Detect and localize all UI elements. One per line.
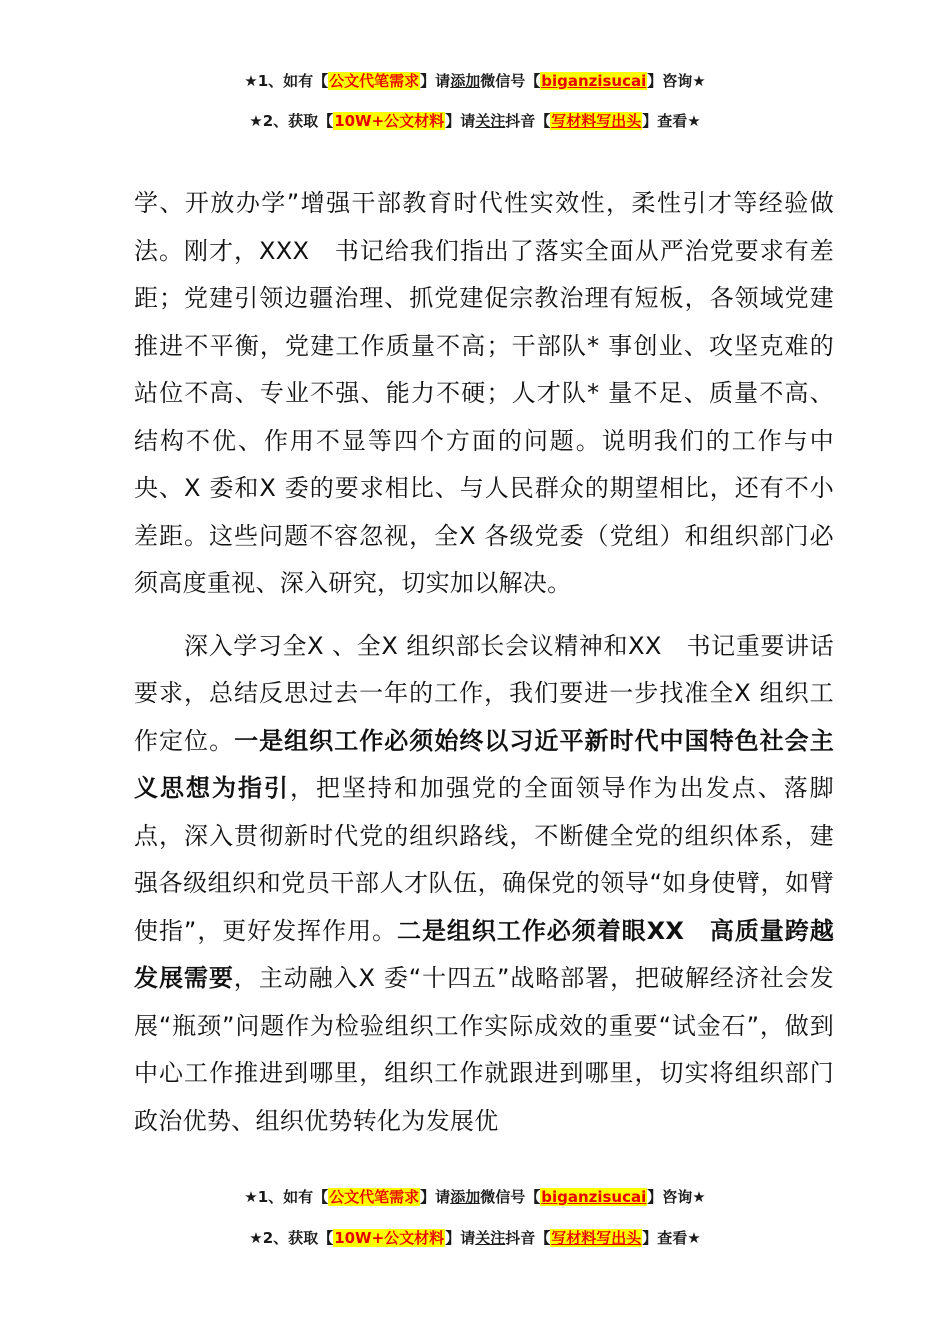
wechat-id: biganzisucai <box>541 1188 647 1206</box>
point-2-text: ，主动融入X 委“十四五”战略部署，把破解经济社会发展“瓶颈”问题作为检验组织工作实际成效的重要“试金石”，做到中心工作推进到哪里，组织工作就跟进到哪里，切实将组织部门政治优势、组织优势转化为发展优 <box>134 964 834 1135</box>
promo-line-1-top <box>0 71 950 91</box>
promo-text: 微信号【 <box>480 1188 541 1206</box>
promo-line-1-bottom <box>0 1187 950 1207</box>
promo-text: 】请 <box>445 1229 476 1247</box>
point-1-text: ，把坚持和加强党的全面领导作为出发点、落脚点，深入贯彻新时代党的组织路线，不断健全党的组织体系，建强各级组织和党员干部人才队伍，确保党的领导“如身使臂，如臂使指”，更好发挥作用。 <box>134 774 834 945</box>
promo-text: 】咨询★ <box>647 72 706 90</box>
promo-text: ★1、如有【 <box>244 1188 329 1206</box>
promo-text: ★2、获取【 <box>249 112 334 130</box>
promo-text: 抖音【 <box>505 112 551 130</box>
promo-text: 】咨询★ <box>647 1188 706 1206</box>
promo-text: 抖音【 <box>505 1229 551 1247</box>
paragraph-1: 学、开放办学”增强干部教育时代性实效性，柔性引才等经验做法。刚才，XXX 书记给我们指出了落实全面从严治党要求有差距；党建引领边疆治理、抓党建促宗教治理有短板，各领域党建推进不平衡，党建工作质量不高；干部队* 事创业、攻坚克难的站位不高、专业不强、能力不硬；人才队* 量不足、质量不高、结构不优、作用不显等四个方面的问题。说明我们的工作与中央、X 委和X 委的要求相比、与人民群众的期望相比，还有不小差距。这些问题不容忽视，全X 各级党委（党组）和组织部门必须高度重视、深入研究，切实加以解决。 <box>134 189 834 597</box>
promo-underline: 添加 <box>450 72 481 90</box>
promo-text: 微信号【 <box>480 72 541 90</box>
point-2-heading: 二是组织工作必须着眼XX 高质量跨越发展需要 <box>134 916 834 992</box>
promo-text: 】请 <box>420 1188 451 1206</box>
wechat-id: biganzisucai <box>541 72 647 90</box>
promo-line-2-bottom <box>0 1228 950 1248</box>
promo-text: ★2、获取【 <box>249 1229 334 1247</box>
promo-underline: 关注 <box>475 1229 506 1247</box>
promo-text: 】请 <box>445 112 476 130</box>
promo-line-2-top <box>0 111 950 131</box>
promo-text: 】查看★ <box>642 112 701 130</box>
promo-text: 】请 <box>420 72 451 90</box>
promo-underline: 添加 <box>450 1188 481 1206</box>
promo-highlight: 10W+公文材料 <box>334 112 445 130</box>
promo-highlight: 公文代笔需求 <box>329 1188 420 1206</box>
document-body <box>134 180 834 1145</box>
promo-text: 】查看★ <box>642 1229 701 1247</box>
paragraph-2-intro: 深入学习全X 、全X 组织部长会议精神和XX 书记重要讲话要求，总结反思过去一年的工作，我们要进一步找准全X 组织工作定位。 <box>134 631 834 755</box>
point-1-heading: 一是组织工作必须始终以习近平新时代中国特色社会主义思想为指引 <box>134 726 834 802</box>
promo-highlight: 10W+公文材料 <box>334 1229 445 1247</box>
douyin-account: 写材料写出头 <box>551 1229 642 1247</box>
promo-highlight: 公文代笔需求 <box>329 72 420 90</box>
promo-text: ★1、如有【 <box>244 72 329 90</box>
paragraph-2 <box>134 623 834 1146</box>
promo-underline: 关注 <box>475 112 506 130</box>
douyin-account: 写材料写出头 <box>551 112 642 130</box>
